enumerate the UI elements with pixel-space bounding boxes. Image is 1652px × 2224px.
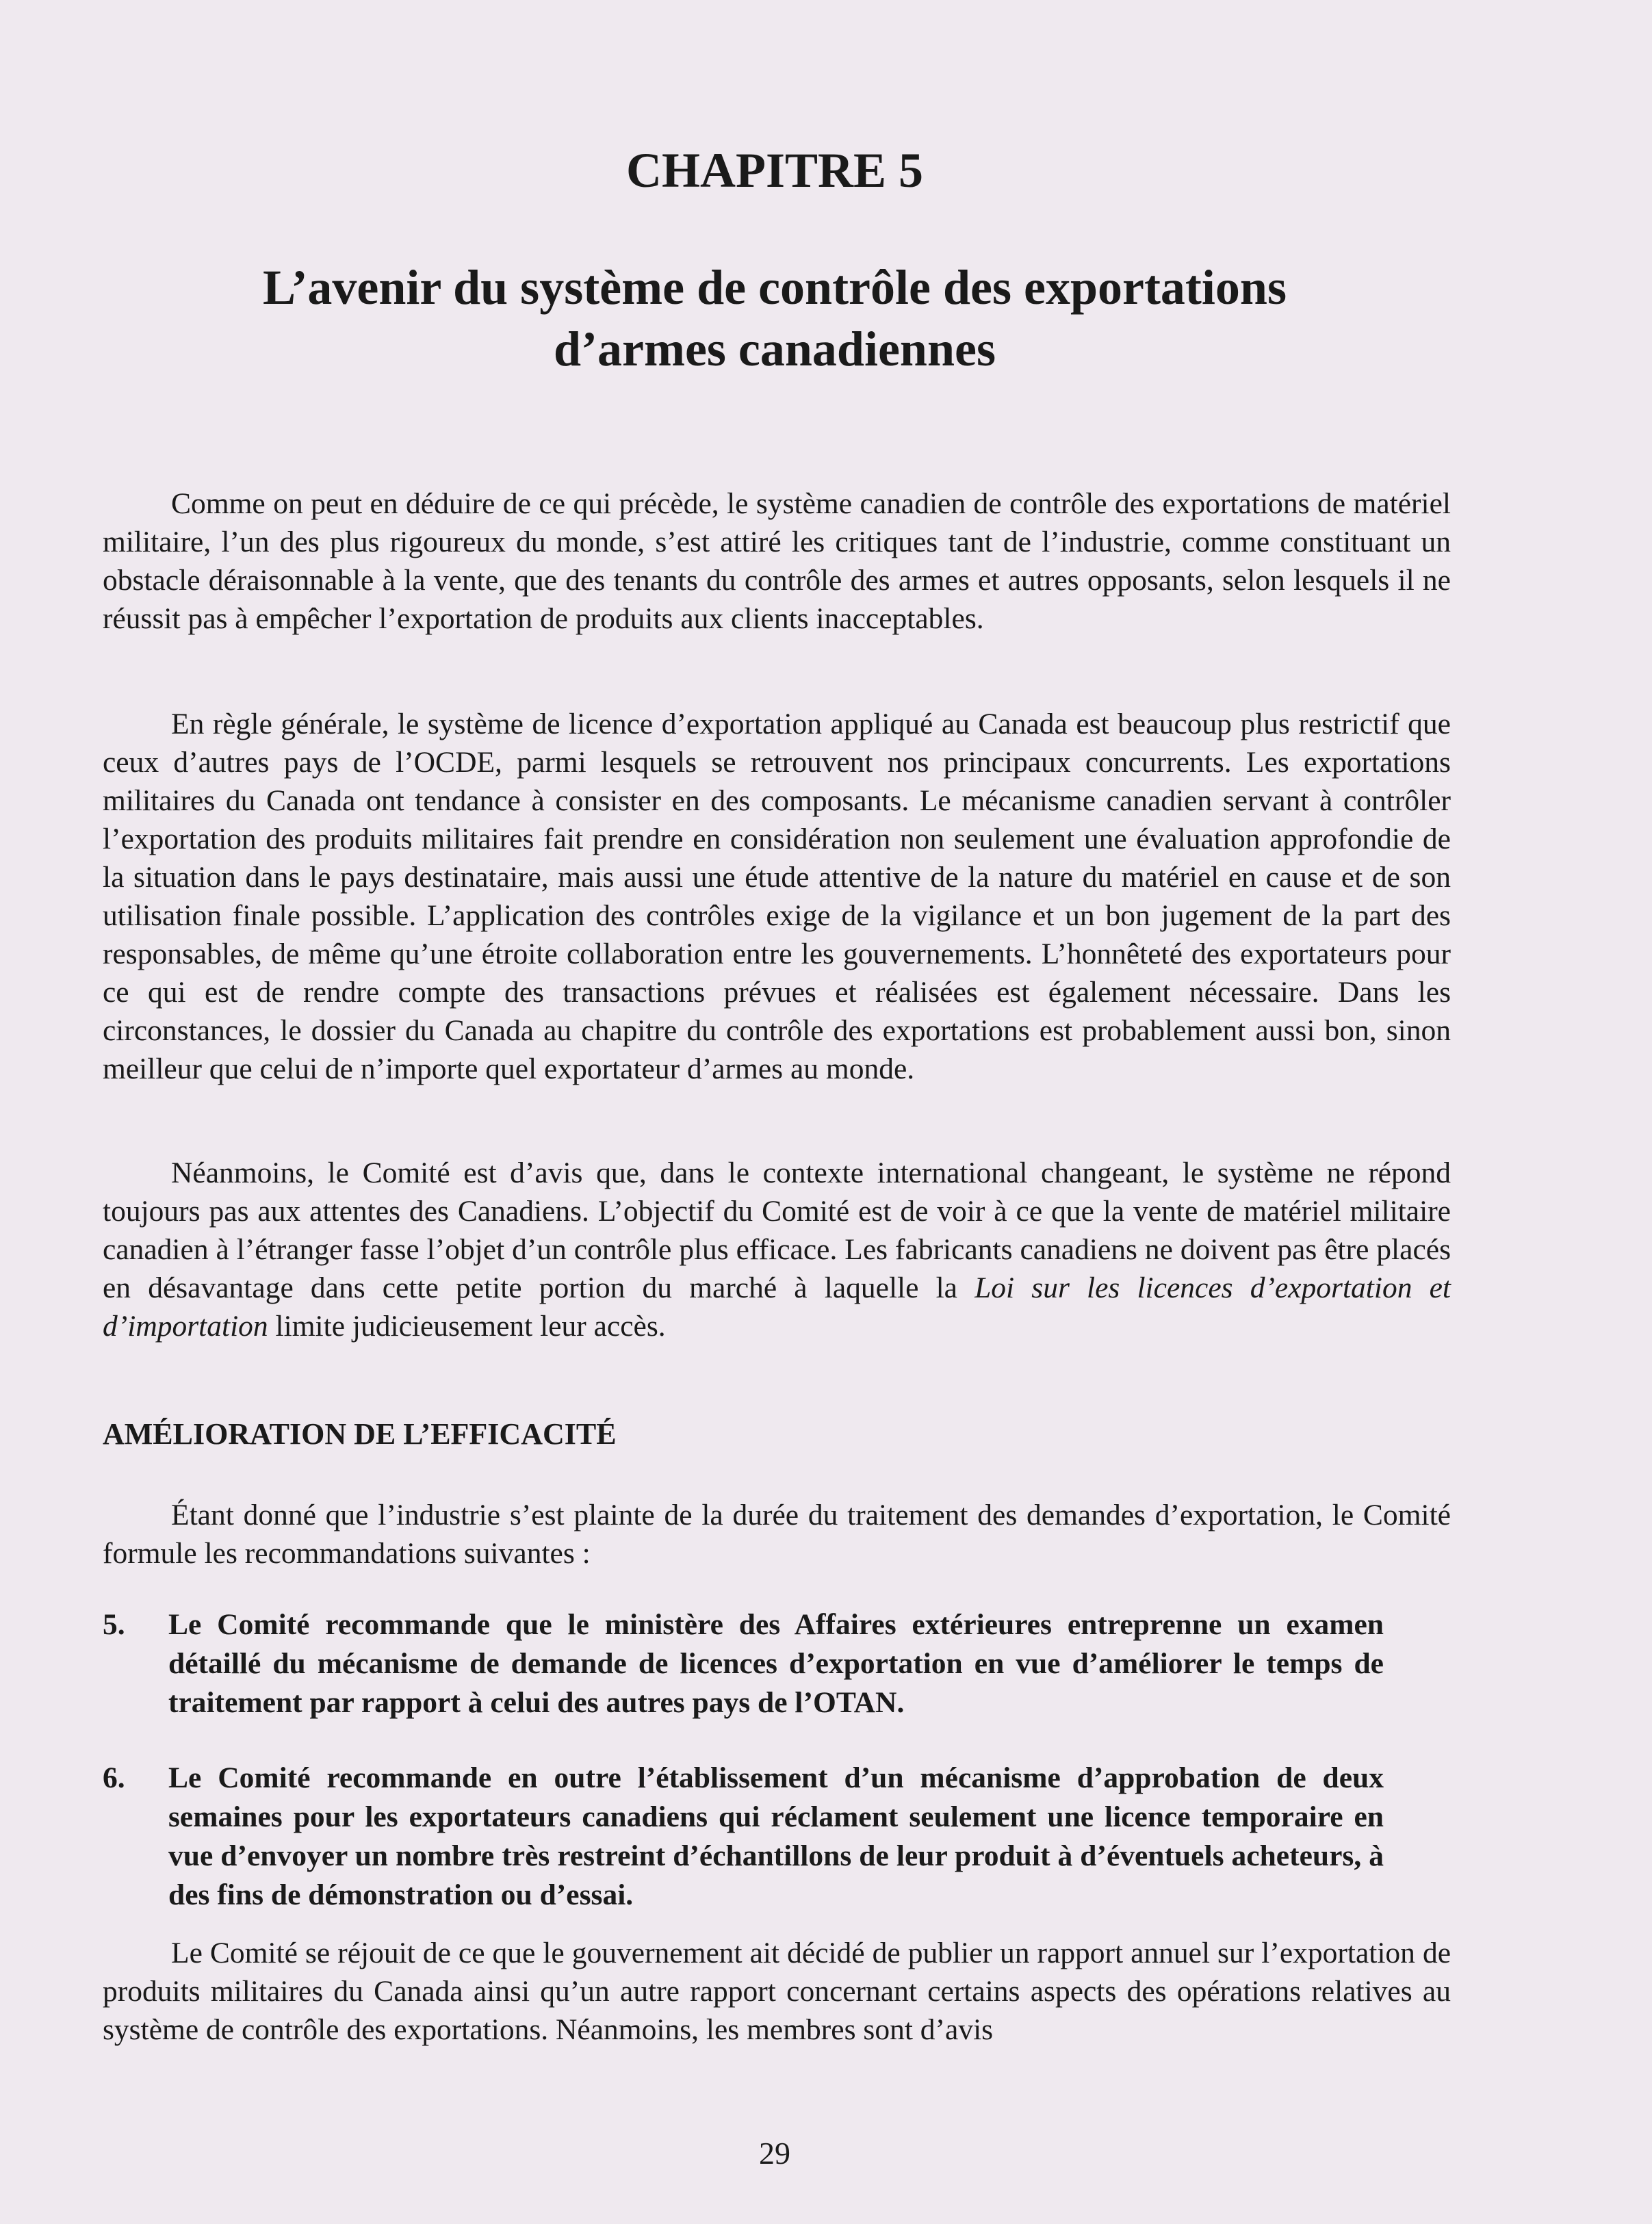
chapter-title [0,257,1549,380]
paragraph-5 [103,1934,1451,2049]
paragraph-1-text: Comme on peut en déduire de ce qui précède, le système canadien de contrôle des exportations de matériel militaire, l’un des plus rigoureux du monde, s’est attiré les critiques tant de l’industrie, comme constituant un obstacle déraisonnable à la vente, que des tenants du contrôle des armes et autres opposants, selon lesquels il ne réussit pas à empêcher l’exportation de produits aux clients inacceptables. [103,487,1451,635]
page-number: 29 [759,2136,790,2171]
chapter-title-line-1: L’avenir du système de contrôle des exportations [263,260,1287,315]
paragraph-4-text: Étant donné que l’industrie s’est plainte de la durée du traitement des demandes d’exportation, le Comité formule les recommandations suivantes : [103,1499,1451,1570]
paragraph-2 [103,705,1451,1088]
paragraph-3-end: limite judicieusement leur accès. [268,1310,666,1343]
paragraph-3-text [103,1154,1451,1345]
paragraph-2-text: En règle générale, le système de licence d’exportation appliqué au Canada est beaucoup plus restrictif que ceux d’autres pays de l’OCDE, parmi lesquels se retrouvent nos principaux concurrents. Les exportations militaires du Canada ont tendance à consister en des composants. Le mécanisme canadien servant à contrôler l’exportation des produits militaires fait prendre en considération non seulement une évaluation approfondie de la situation dans le pays destinataire, mais aussi une étude attentive de la nature du matériel en cause et de son utilisation finale possible. L’application des contrôles exige de la vigilance et un bon jugement de la part des responsables, de même qu’une étroite collaboration entre les gouvernements. L’honnêteté des exportateurs pour ce qui est de rendre compte des transactions prévues et réalisées est également nécessaire. Dans les circonstances, le dossier du Canada au chapitre du contrôle des exportations est probablement aussi bon, sinon meilleur que celui de n’importe quel exportateur d’armes au monde. [103,708,1451,1085]
law-title-italic: Loi sur les licences d’exportation et d’importation [103,1271,1451,1343]
recommendation-number: 6. [103,1761,125,1794]
paragraph-5-text: Le Comité se réjouit de ce que le gouvernement ait décidé de publier un rapport annuel sur l’exportation de produits militaires du Canada ainsi qu’un autre rapport concernant certains aspects des opérations relatives au système de contrôle des exportations. Néanmoins, les membres sont d’avis [103,1937,1451,2046]
recommendation-text: Le Comité recommande en outre l’établissement d’un mécanisme d’approbation de deux semaines pour les exportateurs canadiens qui réclament seulement une licence temporaire en vue d’envoyer un nombre très restreint d’échantillons de leur produit à d’éventuels acheteurs, à des fins de démonstration ou d’essai. [168,1761,1384,1911]
chapter-title-line-2: d’armes canadiennes [554,322,996,376]
paragraph-4 [103,1496,1451,1573]
chapter-number: CHAPITRE 5 [625,143,924,198]
paragraph-3 [103,1154,1451,1345]
recommendation-number: 5. [103,1608,125,1641]
paragraph-3-start: Néanmoins, le Comité est d’avis que, dans le contexte international changeant, le système ne répond toujours pas aux attentes des Canadiens. L’objectif du Comité est de voir à ce que la vente de matériel militaire canadien à l’étranger fasse l’objet d’un contrôle plus efficace. Les fabricants canadiens ne doivent pas être placés en désavantage dans cette petite portion du marché à laquelle la [103,1156,1451,1304]
section-heading: AMÉLIORATION DE L’EFFICACITÉ [103,1417,617,1451]
recommendation-text: Le Comité recommande que le ministère des Affaires extérieures entreprenne un examen détaillé du mécanisme de demande de licences d’exportation en vue d’améliorer le temps de traitement par rapport à celui des autres pays de l’OTAN. [168,1608,1384,1719]
recommendation-5 [103,1605,1384,1722]
recommendation-6 [103,1759,1384,1915]
paragraph-1 [103,484,1451,638]
